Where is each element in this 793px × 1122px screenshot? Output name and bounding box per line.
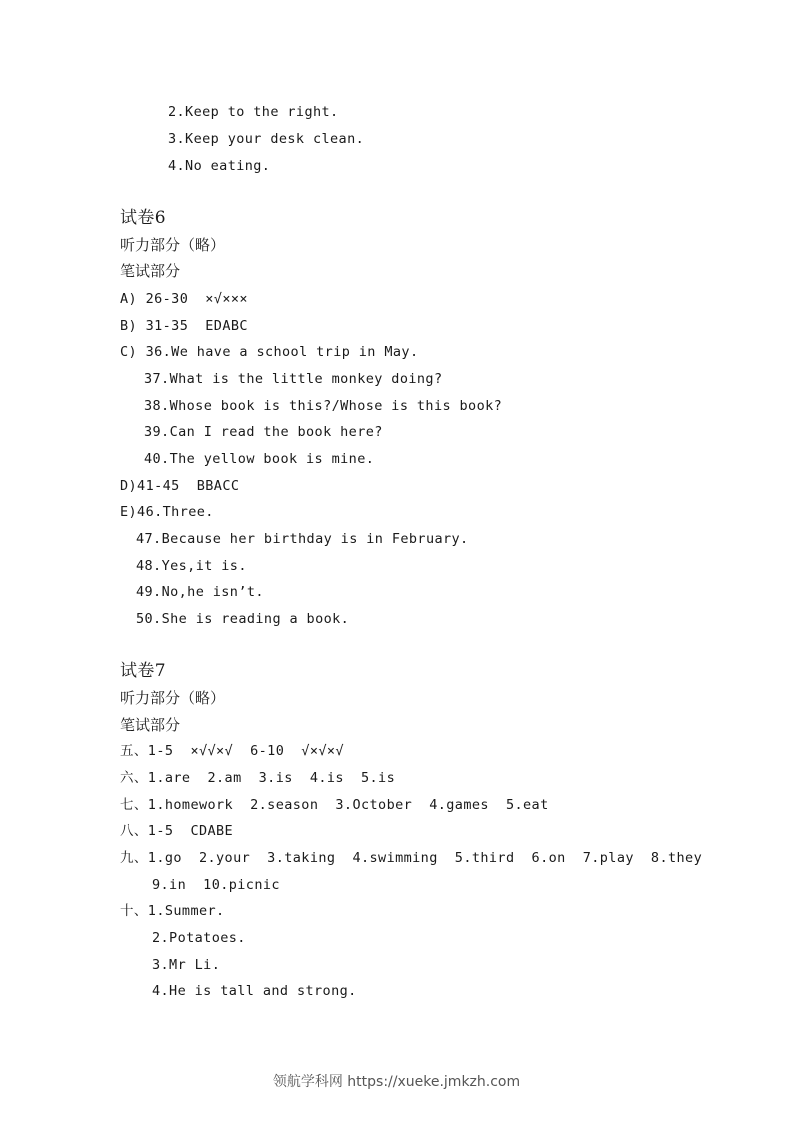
paper7-section-ten-2: 2.Potatoes. <box>152 930 246 946</box>
paper6-section-c-37: 37.What is the little monkey doing? <box>144 371 443 387</box>
paper6-section-d: D)41-45 BBACC <box>120 478 240 494</box>
paper7-section-nine-line2: 9.in 10.picnic <box>152 877 280 893</box>
paper6-section-e-47: 47.Because her birthday is in February. <box>136 531 469 547</box>
paper7-section-eight: 八、1-5 CDABE <box>120 823 234 839</box>
paper6-section-e-46: E)46.Three. <box>120 504 214 520</box>
paper7-section-ten-3: 3.Mr Li. <box>152 957 221 973</box>
paper6-section-e-50: 50.She is reading a book. <box>136 611 350 627</box>
paper7-title: 试卷7 <box>120 661 167 681</box>
top-list-item-2: 2.Keep to the right. <box>168 104 339 120</box>
paper6-section-e-48: 48.Yes,it is. <box>136 558 247 574</box>
paper6-section-c-38: 38.Whose book is this?/Whose is this book? <box>144 398 503 414</box>
paper7-section-five: 五、1-5 ×√√×√ 6-10 √×√×√ <box>120 743 344 759</box>
paper7-section-nine-line1: 九、1.go 2.your 3.taking 4.swimming 5.third 6.on 7.play 8.they <box>120 850 703 866</box>
paper7-section-ten-1: 十、1.Summer. <box>120 903 225 919</box>
page-footer-watermark: 领航学科网 https://xueke.jmkzh.com <box>272 1074 521 1090</box>
top-list-item-3: 3.Keep your desk clean. <box>168 131 365 147</box>
paper7-section-six: 六、1.are 2.am 3.is 4.is 5.is <box>120 770 396 786</box>
paper6-listening: 听力部分（略） <box>120 236 226 254</box>
paper7-section-seven: 七、1.homework 2.season 3.October 4.games 5.eat <box>120 797 549 813</box>
paper7-section-ten-4: 4.He is tall and strong. <box>152 983 357 999</box>
paper6-section-e-49: 49.No,he isn’t. <box>136 584 264 600</box>
paper6-title: 试卷6 <box>120 208 167 228</box>
paper7-listening: 听力部分（略） <box>120 689 226 707</box>
paper7-written: 笔试部分 <box>120 716 181 734</box>
paper6-written: 笔试部分 <box>120 262 181 280</box>
paper6-section-c-39: 39.Can I read the book here? <box>144 424 383 440</box>
paper6-section-a: A) 26-30 ×√××× <box>120 291 248 307</box>
paper6-section-c-36: C) 36.We have a school trip in May. <box>120 344 419 360</box>
paper6-section-b: B) 31-35 EDABC <box>120 318 248 334</box>
top-list-item-4: 4.No eating. <box>168 158 271 174</box>
paper6-section-c-40: 40.The yellow book is mine. <box>144 451 375 467</box>
